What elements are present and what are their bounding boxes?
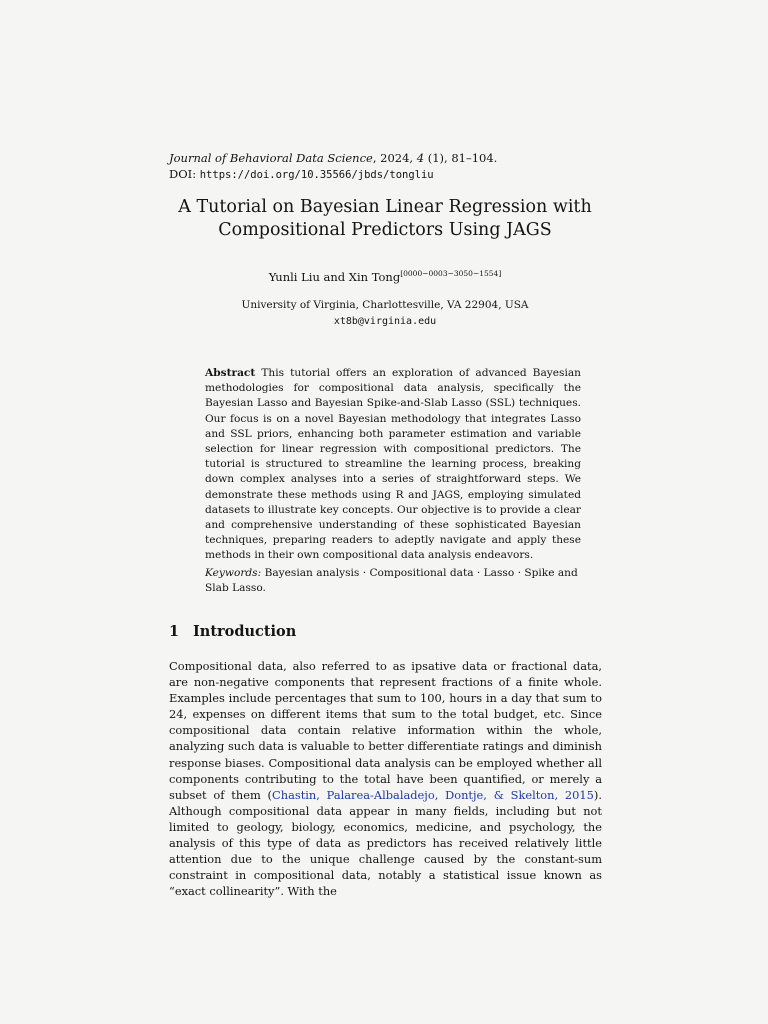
doi-link[interactable]: https://doi.org/10.35566/jbds/tongliu	[199, 169, 434, 181]
body-text-part1: Compositional data, also referred to as ipsative data or fractional data, are non-negative components that represent fractions of a finite whole. Examples include percentages that sum to 100, hours in a day that sum to 24, expenses on different items that sum to the total budget, etc. Since compositional data contain relative information within the whole, analyzing such data is valuable to better differentiate ratings and diminish response biases. Compositional data analysis can be employed whether all components contributing to the total have been quantified, or merely a subset of them (	[169, 659, 602, 802]
keywords-label: Keywords:	[205, 567, 262, 579]
abstract-label: Abstract	[205, 367, 256, 379]
paper-title	[140, 196, 630, 242]
journal-name: Journal of Behavioral Data Science	[169, 151, 373, 165]
title-line: A Tutorial on Bayesian Linear Regression with	[178, 197, 592, 217]
journal-citation	[169, 150, 497, 166]
title-line: Compositional Predictors Using JAGS	[218, 220, 552, 240]
author-email[interactable]: xt8b@virginia.edu	[333, 316, 437, 327]
doi-line	[169, 166, 434, 183]
journal-issue-pages: (1), 81–104.	[424, 151, 498, 165]
author-line	[140, 266, 630, 285]
citation-link[interactable]: Chastin, Palarea-Albaladejo, Dontje, & Skelton, 2015	[272, 787, 594, 802]
body-text-part2: ). Although compositional data appear in many fields, including but not limited to geology, biology, economics, medicine, and psychology, the analysis of this type of data as predictors has received relatively little attention due to the unique challenge caused by the constant-sum constraint in compositional data, notably a statistical issue known as “exact collinearity”. With the	[169, 787, 602, 899]
section-number: 1	[169, 623, 180, 640]
abstract	[205, 366, 581, 564]
abstract-text: This tutorial offers an exploration of advanced Bayesian methodologies for compositional data analysis, specifically the Bayesian Lasso and Bayesian Spike-and-Slab Lasso (SSL) techniques. Our focus is on a novel Bayesian methodology that integrates Lasso and SSL priors, enhancing both parameter estimation and variable selection for linear regression with compositional predictors. The tutorial is structured to streamline the learning process, breaking down complex analyses into a series of straightforward steps. We demonstrate these methods using R and JAGS, employing simulated datasets to illustrate key concepts. Our objective is to provide a clear and comprehensive understanding of these sophisticated Bayesian techniques, preparing readers to adeptly navigate and apply these methods in their own compositional data analysis endeavors.	[205, 367, 581, 562]
body-paragraph	[169, 658, 602, 899]
section-title: Introduction	[193, 623, 297, 640]
author-names: Yunli Liu and Xin Tong	[268, 270, 401, 284]
section-heading	[169, 622, 296, 642]
journal-volume: 4	[416, 151, 425, 165]
keywords-text: Bayesian analysis · Compositional data · Lasso · Spike and Slab Lasso.	[205, 567, 578, 595]
doi-label: DOI:	[169, 167, 200, 181]
orcid-id[interactable]: [0000−0003−3050−1554]	[400, 269, 502, 278]
journal-year: , 2024,	[372, 151, 417, 165]
keywords	[205, 566, 581, 596]
affiliation: University of Virginia, Charlottesville, VA 22904, USA	[241, 299, 529, 311]
